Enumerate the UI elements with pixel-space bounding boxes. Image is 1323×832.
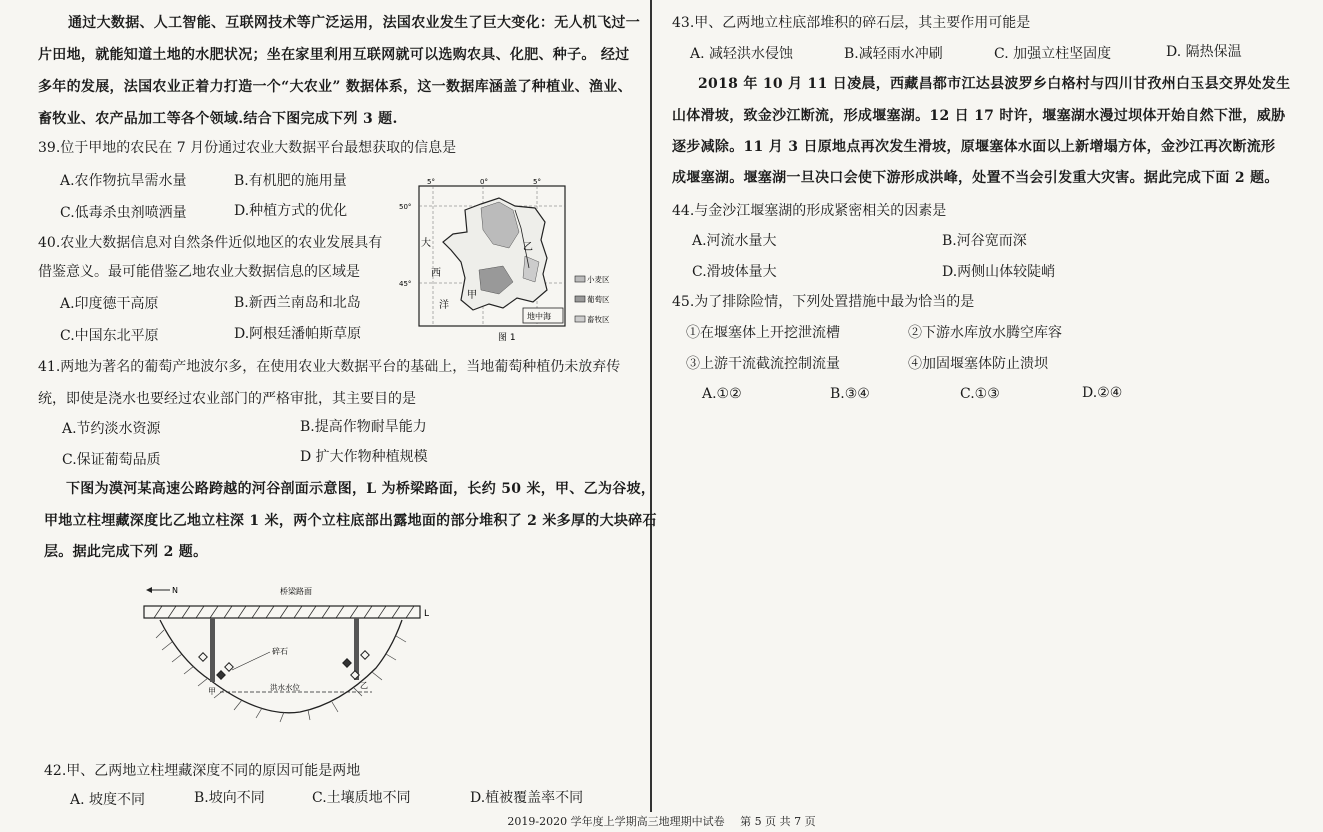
q45-option-a: A.①② [702,386,742,402]
q39-option-a: A.农作物抗旱需水量 [60,173,187,189]
q43-option-b: B.减轻雨水冲刷 [844,46,943,62]
passage3-line-4: 成堰塞湖。堰塞湖一旦决口会使下游形成洪峰，处置不当会引发重大灾害。据此完成下面 2 题。 [672,170,1279,186]
q40-stem-2: 借鉴意义。最可能借鉴乙地农业大数据信息的区域是 [38,264,360,280]
lat-label-top: 50° [399,203,412,211]
legend-grape: 葡萄区 [587,295,610,304]
bridge-deck [144,606,420,618]
france-agriculture-map [395,178,625,348]
q43-stem: 43.甲、乙两地立柱底部堆积的碎石层，其主要作用可能是 [672,15,1031,31]
q44-stem: 44.与金沙江堰塞湖的形成紧密相关的因素是 [672,203,947,219]
lon-label-left: 5° [427,178,435,186]
valley-profile [160,620,402,713]
ocean-label-1: 大 [421,238,431,249]
q41-option-c: C.保证葡萄品质 [62,452,161,468]
q39-option-b: B.有机肥的施用量 [234,173,347,189]
q44-option-d: D.两侧山体较陡峭 [942,264,1056,280]
q43-option-a: A. 减轻洪水侵蚀 [690,46,794,62]
q42-option-d: D.植被覆盖率不同 [470,790,584,806]
q43-option-c: C. 加强立柱坚固度 [994,46,1112,62]
bridge-L-label: L [424,609,430,619]
passage2-line-1: 下图为漠河某高速公路跨越的河谷剖面示意图，L 为桥梁路面，长约 50 米，甲、乙为谷坡， [66,481,656,497]
intro-line-1: 通过大数据、人工智能、互联网技术等广泛运用，法国农业发生了巨大变化：无人机飞过一 [68,15,640,31]
legend-livestock-swatch [575,316,585,322]
passage3-line-1: 2018 年 10 月 11 日凌晨，西藏昌都市江达县波罗乡白格村与四川甘孜州白玉县交界处发生 [698,76,1291,92]
passage3-line-2: 山体滑坡，致金沙江断流，形成堰塞湖。12 日 17 时许，堰塞湖水漫过坝体开始自然下泄，威胁 [672,108,1286,124]
sea-label: 地中海 [527,312,551,321]
page-number: 第 5 页 共 7 页 [740,815,816,828]
pillar-jia [210,618,215,682]
q44-option-b: B.河谷宽而深 [942,233,1027,249]
rubble-label: 碎石 [272,647,288,656]
intro-line-3: 多年的发展，法国农业正着力打造一个“大农业” 数据体系，这一数据库涵盖了种植业、渔业、 [38,79,632,95]
q40-option-c: C.中国东北平原 [60,328,159,344]
q41-option-d: D 扩大作物种植规模 [300,449,428,465]
q40-stem-1: 40.农业大数据信息对自然条件近似地区的农业发展具有 [38,235,383,251]
q45-option-c: C.①③ [960,386,1000,402]
ocean-label-2: 西 [431,268,441,279]
q39-option-d: D.种植方式的优化 [234,203,348,219]
q42-option-c: C.土壤质地不同 [312,790,411,806]
passage2-line-2: 甲地立柱埋藏深度比乙地立柱深 1 米，两个立柱底部出露地面的部分堆积了 2 米多厚的大块碎石 [44,513,657,529]
q45-stem: 45.为了排除险情，下列处置措施中最为恰当的是 [672,294,975,310]
q42-option-b: B.坡向不同 [194,790,265,806]
q43-option-d: D. 隔热保温 [1166,44,1242,60]
q41-stem-2: 统，即使是浇水也要经过农业部门的严格审批，其主要目的是 [38,391,416,407]
flood-level-label: 洪水水位 [270,683,300,692]
slope-label-yi: 乙 [360,681,368,690]
passage3-line-3: 逐步减除。11 月 3 日原地点再次发生滑坡，原堰塞体水面以上新增塌方体，金沙江再次断流形 [672,139,1276,155]
legend-wheat-swatch [575,276,585,282]
exam-title: 2019-2020 学年度上学期高三地理期中试卷 [507,815,725,828]
map-label-yi: 乙 [523,242,533,253]
q45-option-b: B.③④ [830,386,870,402]
q40-option-b: B.新西兰南岛和北岛 [234,295,361,311]
q45-item-2: ②下游水库放水腾空库容 [908,325,1062,341]
column-divider [650,0,652,812]
lat-label-bottom: 45° [399,280,412,288]
intro-line-4: 畜牧业、农产品加工等各个领域.结合下图完成下列 3 题. [38,111,398,127]
q45-item-3: ③上游干流截流控制流量 [686,356,840,372]
map-label-jia: 甲 [467,290,477,301]
legend-grape-swatch [575,296,585,302]
q40-option-d: D.阿根廷潘帕斯草原 [234,326,362,342]
q44-option-c: C.滑坡体量大 [692,264,777,280]
q42-stem: 42.甲、乙两地立柱埋藏深度不同的原因可能是两地 [44,763,361,779]
q44-option-a: A.河流水量大 [692,233,777,249]
lon-label-mid: 0° [480,178,488,186]
q45-option-d: D.②④ [1082,385,1123,401]
north-label: N [172,586,178,595]
q39-option-c: C.低毒杀虫剂喷洒量 [60,205,187,221]
q39-stem: 39.位于甲地的农民在 7 月份通过农业大数据平台最想获取的信息是 [38,140,457,156]
q45-item-1: ①在堰塞体上开挖泄流槽 [686,325,840,341]
q45-item-4: ④加固堰塞体防止溃坝 [908,356,1048,372]
page-footer [0,812,1323,832]
passage2-line-3: 层。据此完成下列 2 题。 [44,544,208,560]
bridge-valley-diagram [140,580,440,730]
ocean-label-3: 洋 [439,300,449,311]
map-caption: 图 1 [498,333,516,343]
intro-line-2: 片田地，就能知道土地的水肥状况；坐在家里利用互联网就可以选购农具、化肥、种子。 经过 [38,47,630,63]
q41-option-b: B.提高作物耐旱能力 [300,419,427,435]
legend-wheat: 小麦区 [587,275,610,284]
q41-stem-1: 41.两地为著名的葡萄产地波尔多，在使用农业大数据平台的基础上，当地葡萄种植仍未放弃传 [38,359,621,375]
q40-option-a: A.印度德干高原 [60,296,159,312]
legend-livestock: 畜牧区 [587,315,610,324]
lon-label-right: 5° [533,178,541,186]
slope-label-jia: 甲 [208,687,216,696]
q41-option-a: A.节约淡水资源 [62,421,161,437]
q42-option-a: A. 坡度不同 [70,792,146,808]
deck-label: 桥梁路面 [280,587,312,596]
